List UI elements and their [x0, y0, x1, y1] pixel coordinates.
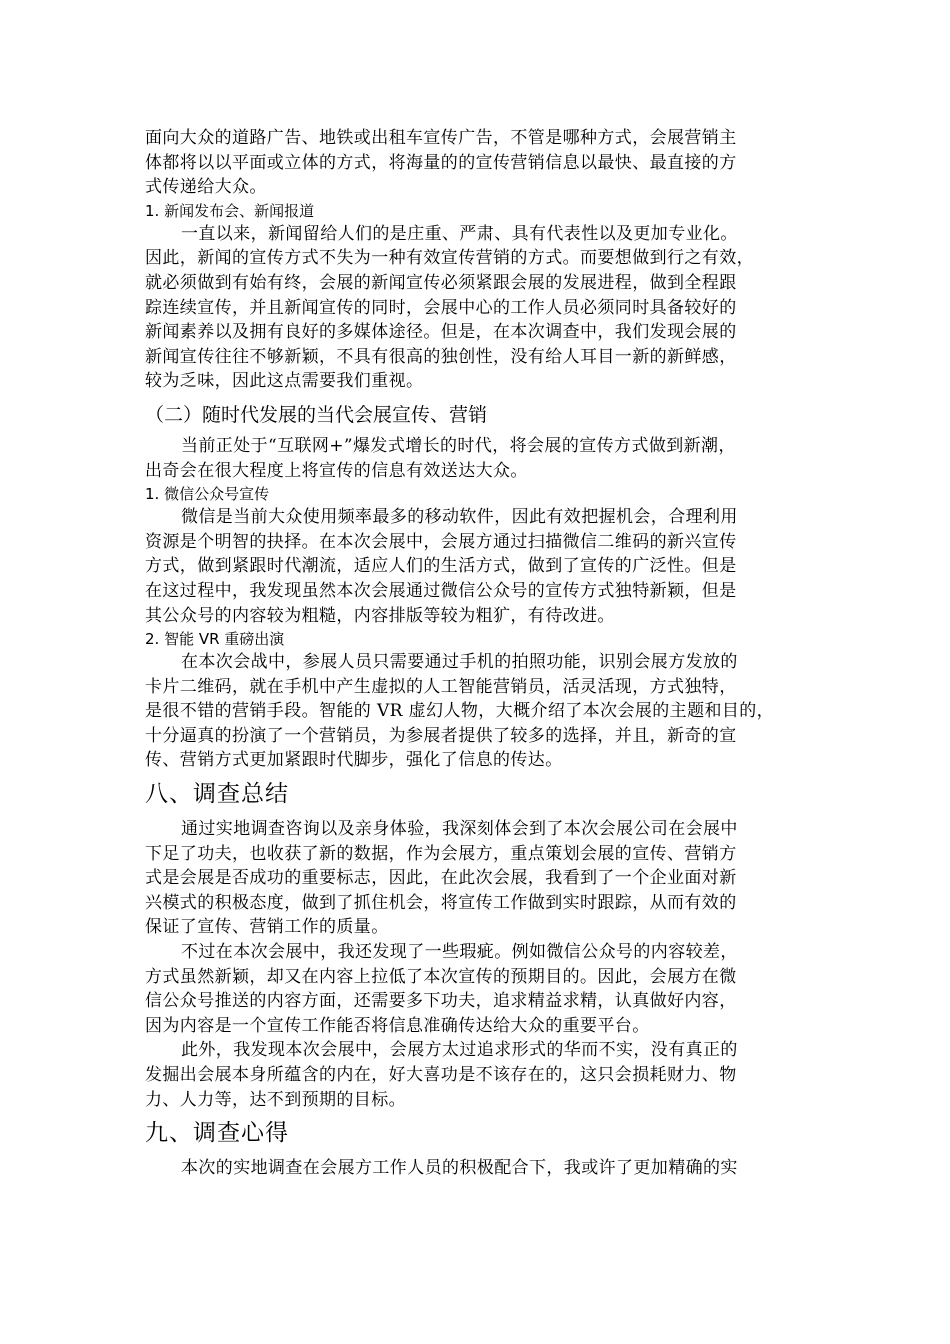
chapter-heading-summary: 八、调查总结 [145, 781, 289, 808]
paragraph-vr [145, 650, 807, 773]
text-line: 方式虽然新颖，却又在内容上拉低了本次宣传的预期目的。因此，会展方在微 [145, 966, 737, 987]
text-line: 力、人力等，达不到预期的目标。 [145, 1089, 406, 1110]
text-line: 十分逼真的扮演了一个营销员，为参展者提供了较多的选择，并且，新奇的宣 [145, 725, 737, 746]
text-line: 保证了宣传、营销工作的质量。 [145, 917, 389, 938]
text-line: 在这过程中，我发现虽然本次会展通过微信公众号的宣传方式独特新颖，但是 [145, 580, 737, 601]
subheading-wechat: 1. 微信公众号宣传 [145, 485, 270, 504]
text-line: 出奇会在很大程度上将宣传的信息有效送达大众。 [145, 460, 528, 481]
text-line: 较为乏味，因此这点需要我们重视。 [145, 371, 424, 392]
text-line: 式是会展是否成功的重要标志，因此，在此次会展，我看到了一个企业面对新 [145, 868, 737, 889]
text-line: 通过实地调查咨询以及亲身体验，我深刻体会到了本次会展公司在会展中 [181, 819, 738, 840]
text-line: 面向大众的道路广告、地铁或出租车宣传广告，不管是哪种方式，会展营销主 [145, 128, 737, 148]
text-line: 就必须做到有始有终，会展的新闻宣传必须紧跟会展的发展进程，做到全程跟 [145, 272, 737, 293]
text-line: 下足了功夫，也收获了新的数据，作为会展方，重点策划会展的宣传、营销方 [145, 843, 737, 864]
document-body [145, 126, 807, 1181]
text-line: 资源是个明智的抉择。在本次会展中，会展方通过扫描微信二维码的新兴宣传 [145, 531, 737, 552]
paragraph-news [145, 222, 807, 394]
text-line: 当前正处于“互联网+”爆发式增长的时代，将会展的宣传方式做到新潮， [181, 435, 736, 456]
text-line: 其公众号的内容较为粗糙，内容排版等较为粗犷，有待改进。 [145, 605, 615, 626]
text-line: 因此，新闻的宣传方式不失为一种有效宣传营销的方式。而要想做到行之有效， [145, 248, 754, 269]
text-line: 本次的实地调查在会展方工作人员的积极配合下，我或许了更加精确的实 [181, 1158, 738, 1179]
text-line: 传、营销方式更加紧跟时代脚步，强化了信息的传达。 [145, 750, 563, 771]
text-line: 在本次会战中，参展人员只需要通过手机的拍照功能，识别会展方发放的 [181, 652, 738, 673]
text-line: 是很不错的营销手段。智能的 VR 虚幻人物，大概介绍了本次会展的主题和目的， [145, 701, 775, 722]
text-line: 发掘出会展本身所蕴含的内在，好大喜功是不该存在的，这只会损耗财力、物 [145, 1065, 737, 1085]
subheading-vr: 2. 智能 VR 重磅出演 [145, 630, 285, 649]
chapter-heading-reflections: 九、调查心得 [145, 1120, 289, 1147]
text-line: 踪连续宣传，并且新闻宣传的同时，会展中心的工作人员必须同时具备较好的 [145, 297, 737, 318]
text-line: 卡片二维码，就在手机中产生虚拟的人工智能营销员，活灵活现，方式独特， [145, 676, 737, 697]
subheading-press-conference: 1. 新闻发布会、新闻报道 [145, 201, 315, 220]
text-line: 此外，我发现本次会展中，会展方太过追求形式的华而不实，没有真正的 [181, 1040, 738, 1061]
paragraph-summary-3 [145, 1038, 807, 1112]
text-line: 不过在本次会展中，我还发现了一些瑕疵。例如微信公众号的内容较差， [181, 942, 738, 963]
paragraph-outdoor-ads [145, 126, 807, 200]
paragraph-reflections [145, 1156, 807, 1181]
paragraph-wechat [145, 505, 807, 628]
text-line: 微信是当前大众使用频率最多的移动软件，因此有效把握机会，合理利用 [181, 507, 738, 528]
text-line: 新闻素养以及拥有良好的多媒体途径。但是，在本次调查中，我们发现会展的 [145, 322, 737, 343]
text-line: 式传递给大众。 [145, 177, 267, 198]
section-heading-modern-promotion: （二）随时代发展的当代会展宣传、营销 [145, 403, 488, 426]
paragraph-internet-plus [145, 434, 807, 483]
text-line: 信公众号推送的内容方面，还需要多下功夫，追求精益求精，认真做好内容， [145, 991, 737, 1012]
text-line: 新闻宣传往往不够新颖，不具有很高的独创性，没有给人耳目一新的新鲜感， [145, 346, 737, 367]
text-line: 兴模式的积极态度，做到了抓住机会，将宣传工作做到实时跟踪，从而有效的 [145, 892, 737, 913]
paragraph-summary-2 [145, 940, 807, 1038]
paragraph-summary-1 [145, 817, 807, 940]
text-line: 体都将以以平面或立体的方式，将海量的的宣传营销信息以最快、最直接的方 [145, 152, 737, 173]
text-line: 方式，做到紧跟时代潮流，适应人们的生活方式，做到了宣传的广泛性。但是 [145, 556, 737, 577]
text-line: 一直以来，新闻留给人们的是庄重、严肃、具有代表性以及更加专业化。 [181, 223, 738, 244]
text-line: 因为内容是一个宣传工作能否将信息准确传达给大众的重要平台。 [145, 1015, 650, 1036]
